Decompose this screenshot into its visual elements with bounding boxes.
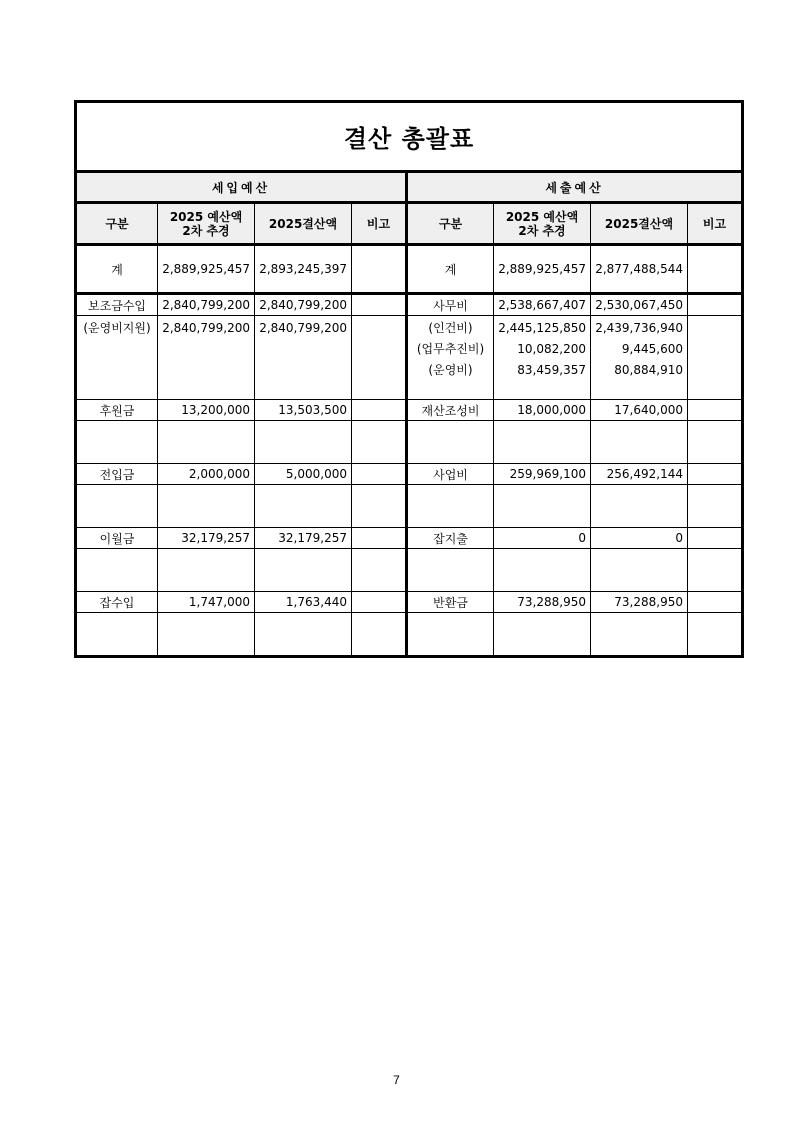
income-category: 후원금	[76, 400, 158, 421]
income-category: 잡수입	[76, 592, 158, 613]
expense-budget-header	[494, 203, 591, 245]
table-row	[76, 464, 743, 485]
income-category: 전입금	[76, 464, 158, 485]
income-budget: 13,200,000	[158, 400, 255, 421]
expense-sub-settlement: 9,445,600	[621, 342, 683, 356]
income-section-header: 세입예산	[76, 172, 407, 203]
expense-total-settlement: 2,877,488,544	[591, 245, 688, 294]
expense-settlement: 0	[591, 528, 688, 549]
expense-settlement: 73,288,950	[591, 592, 688, 613]
expense-section-header: 세출예산	[407, 172, 743, 203]
income-budget: 2,840,799,200	[158, 316, 255, 400]
budget-header-line1: 2025 예산액	[169, 209, 243, 224]
income-settlement: 2,840,799,200	[255, 294, 352, 316]
income-total-note	[352, 245, 407, 294]
expense-budget: 259,969,100	[494, 464, 591, 485]
income-budget: 2,840,799,200	[158, 294, 255, 316]
expense-total-label: 계	[407, 245, 494, 294]
income-settlement: 13,503,500	[255, 400, 352, 421]
expense-budget: 2,538,667,407	[494, 294, 591, 316]
expense-sub-budgets	[494, 316, 591, 400]
expense-settlement: 17,640,000	[591, 400, 688, 421]
income-settlement: 32,179,257	[255, 528, 352, 549]
expense-note	[688, 294, 743, 316]
income-budget: 2,000,000	[158, 464, 255, 485]
expense-note	[688, 528, 743, 549]
expense-category: 사무비	[407, 294, 494, 316]
expense-note	[688, 592, 743, 613]
expense-category: 잡지출	[407, 528, 494, 549]
expense-total-budget: 2,889,925,457	[494, 245, 591, 294]
expense-total-note	[688, 245, 743, 294]
page-number: 7	[393, 1073, 400, 1087]
income-note-header: 비고	[352, 203, 407, 245]
budget-header-line2: 2차 추경	[518, 223, 566, 238]
expense-sub-settlement: 2,439,736,940	[595, 321, 683, 335]
table-row	[76, 592, 743, 613]
expense-budget: 73,288,950	[494, 592, 591, 613]
budget-header-line1: 2025 예산액	[505, 209, 579, 224]
column-header-row	[76, 203, 743, 245]
total-row	[76, 245, 743, 294]
expense-settlement: 2,530,067,450	[591, 294, 688, 316]
income-note	[352, 592, 407, 613]
table-row	[76, 294, 743, 316]
income-category: 보조금수입	[76, 294, 158, 316]
expense-settlement: 256,492,144	[591, 464, 688, 485]
expense-sub-budget: 83,459,357	[517, 363, 586, 377]
expense-note-header: 비고	[688, 203, 743, 245]
income-budget: 32,179,257	[158, 528, 255, 549]
expense-category: 반환금	[407, 592, 494, 613]
income-category: 이월금	[76, 528, 158, 549]
income-settlement: 2,840,799,200	[255, 316, 352, 400]
income-total-settlement: 2,893,245,397	[255, 245, 352, 294]
income-budget: 1,747,000	[158, 592, 255, 613]
table-row	[76, 549, 743, 592]
expense-category: 사업비	[407, 464, 494, 485]
table-row	[76, 528, 743, 549]
income-note	[352, 528, 407, 549]
table-row	[76, 421, 743, 464]
income-settlement: 1,763,440	[255, 592, 352, 613]
expense-sub-settlement: 80,884,910	[614, 363, 683, 377]
income-total-budget: 2,889,925,457	[158, 245, 255, 294]
table-row	[76, 613, 743, 657]
income-budget-header	[158, 203, 255, 245]
expense-settlement-header: 2025결산액	[591, 203, 688, 245]
expense-category-header: 구분	[407, 203, 494, 245]
table-row	[76, 400, 743, 421]
income-category-header: 구분	[76, 203, 158, 245]
expense-subcategory: (인건비)	[428, 321, 473, 335]
expense-subcategory: (운영비)	[428, 363, 473, 377]
income-note	[352, 316, 407, 400]
expense-category: 재산조성비	[407, 400, 494, 421]
settlement-summary-table	[74, 100, 744, 658]
budget-header-line2: 2차 추경	[182, 223, 230, 238]
expense-budget: 0	[494, 528, 591, 549]
income-settlement-header: 2025결산액	[255, 203, 352, 245]
expense-subcategory: (업무추진비)	[416, 342, 485, 356]
expense-sub-budget: 2,445,125,850	[498, 321, 586, 335]
income-category: (운영비지원)	[76, 316, 158, 400]
expense-sub-settlements	[591, 316, 688, 400]
expense-note	[688, 464, 743, 485]
income-note	[352, 464, 407, 485]
expense-budget: 18,000,000	[494, 400, 591, 421]
income-note	[352, 294, 407, 316]
expense-subcategories	[407, 316, 494, 400]
income-note	[352, 400, 407, 421]
table-row	[76, 485, 743, 528]
income-total-label: 계	[76, 245, 158, 294]
page-title: 결산 총괄표	[76, 102, 743, 172]
expense-sub-budget: 10,082,200	[517, 342, 586, 356]
expense-note	[688, 400, 743, 421]
expense-note	[688, 316, 743, 400]
table-row	[76, 316, 743, 400]
income-settlement: 5,000,000	[255, 464, 352, 485]
